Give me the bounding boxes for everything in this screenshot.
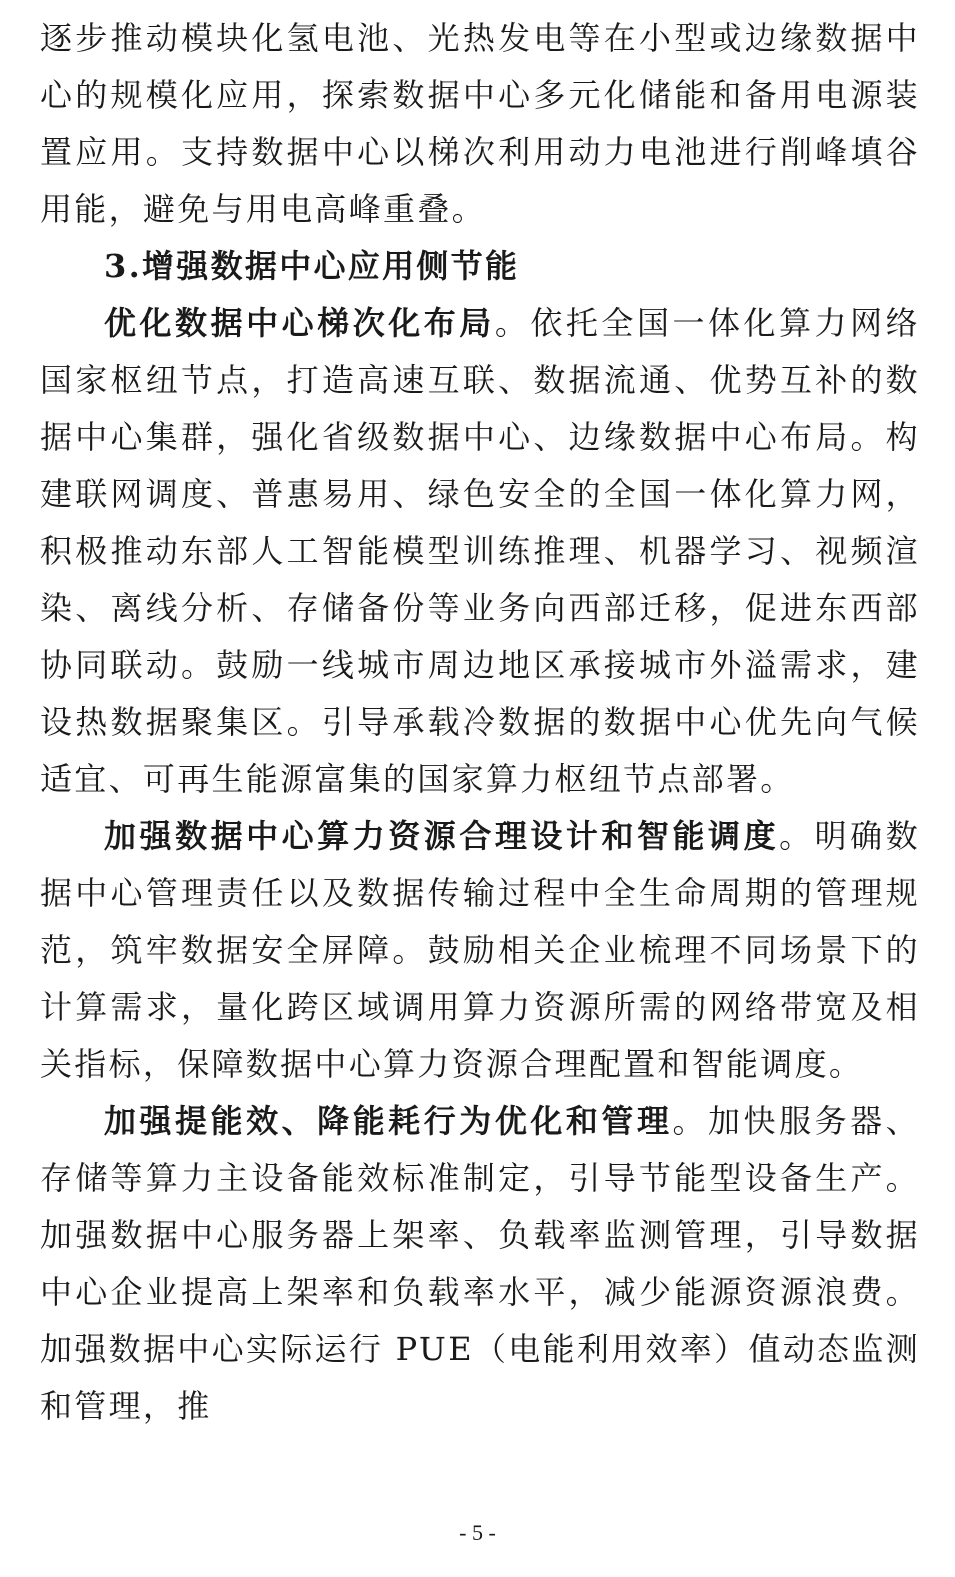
body-text [40,10,920,1435]
paragraph-lead: 加强提能效、降能耗行为优化和管理 [104,1102,673,1140]
section-heading [40,238,920,295]
paragraph-text: 。依托全国一体化算力网络国家枢纽节点，打造高速互联、数据流通、优势互补的数据中心集群，强化省级数据中心、边缘数据中心布局。构建联网调度、普惠易用、绿色安全的全国一体化算力网，积极推动东部人工智能模型训练推理、机器学习、视频渲染、离线分析、存储备份等业务向西部迁移，促进东西部协同联动。鼓励一线城市周边地区承接城市外溢需求，建设热数据聚集区。引导承载冷数据的数据中心优先向气候适宜、可再生能源富集的国家算力枢纽节点部署。 [40,304,920,798]
paragraph-text: 逐步推动模块化氢电池、光热发电等在小型或边缘数据中心的规模化应用，探索数据中心多元化储能和备用电源装置应用。支持数据中心以梯次利用动力电池进行削峰填谷用能，避免与用电高峰重叠。 [40,19,920,228]
paragraph-lead: 优化数据中心梯次化布局 [104,304,495,342]
paragraph-text: 。加快服务器、存储等算力主设备能效标准制定，引导节能型设备生产。加强数据中心服务器上架率、负载率监测管理，引导数据中心企业提高上架率和负载率水平，减少能源资源浪费。加强数据中心实际运行 PUE（电能利用效率）值动态监测和管理，推 [40,1102,920,1425]
section-heading-text: 3.增强数据中心应用侧节能 [104,247,520,285]
page-number: - 5 - [459,1520,496,1545]
paragraph-1 [40,10,920,238]
paragraph-text: 。明确数据中心管理责任以及数据传输过程中全生命周期的管理规范，筑牢数据安全屏障。鼓励相关企业梳理不同场景下的计算需求，量化跨区域调用算力资源所需的网络带宽及相关指标，保障数据中心算力资源合理配置和智能调度。 [40,817,921,1083]
paragraph-4 [40,1093,920,1435]
paragraph-3 [40,808,920,1093]
paragraph-2 [40,295,920,808]
paragraph-lead: 加强数据中心算力资源合理设计和智能调度 [104,817,780,855]
